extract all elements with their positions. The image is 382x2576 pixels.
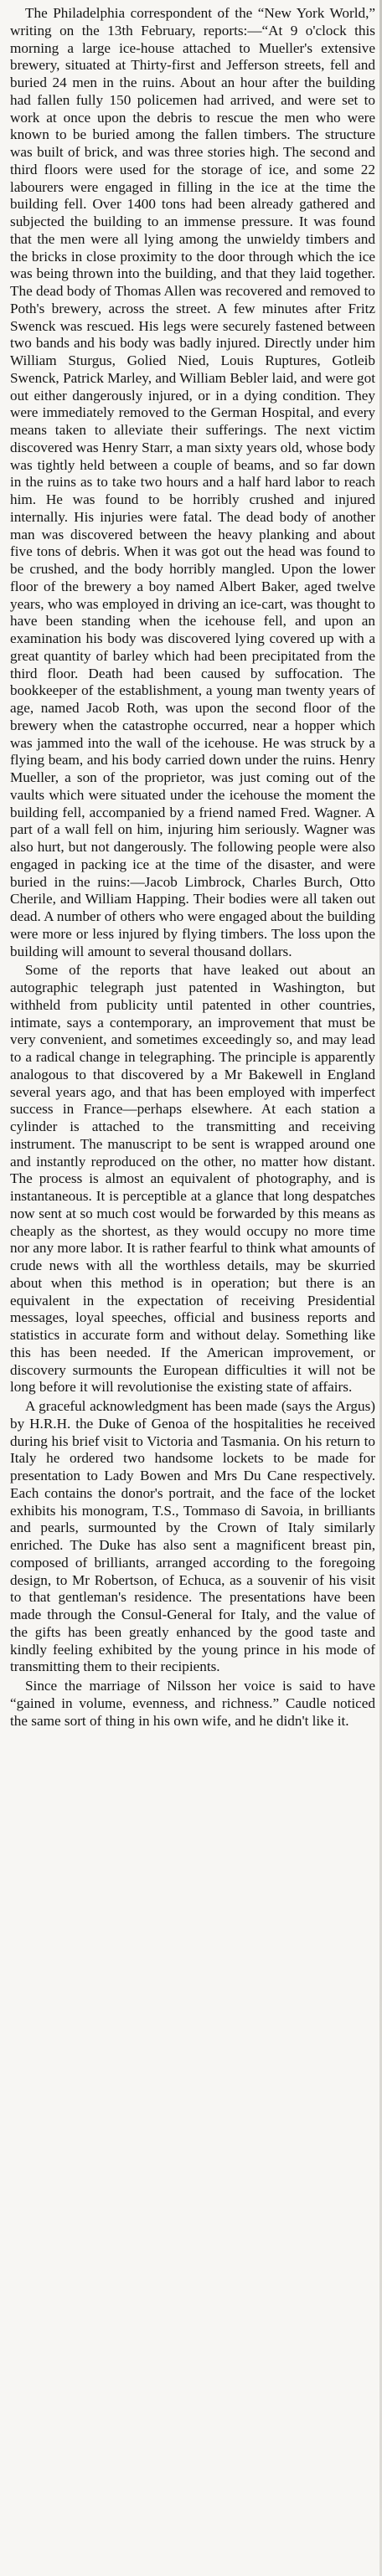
article-paragraph-nilsson: Since the marriage of Nilsson her voice is said to have “gained in volume, evenness, and richness.” Caudle noticed the same sort of thing in his own wife, and he didn't like it. xyxy=(10,1678,375,1729)
article-paragraph-duke-of-genoa: A graceful acknowledgment has been made (says the Argus) by H.R.H. the Duke of Genoa of the hospitalities he received during his brief visit to Victoria and Tasmania. On his return to Italy he ordered two handsome lockets to be made for presentation to Lady Bowen and Mrs Du Cane respectively. Each contains the donor's portrait, and the face of the locket exhibits his monogram, T.S., Tommaso di Savoia, in brilliants and pearls, surmounted by the Crown of Italy similarly enriched. The Duke has also sent a magnificent breast pin, composed of brilliants, arranged according to the foregoing design, to Mr Robertson, of Echuca, as a souvenir of his visit to that gentleman's residence. The presentations have been made through the Consul-General for Italy, and the value of the gifts has been greatly enhanced by the good taste and kindly feeling exhibited by the young prince in his mode of transmitting them to their recipients. xyxy=(10,1398,375,1675)
article-paragraph-brewery-collapse: The Philadelphia correspondent of the “New York World,” writing on the 13th February, reports:—“At 9 o'clock this morning a large ice-house attached to Mueller's extensive brewery, situated at Thirty-first and Jefferson streets, fell and buried 24 men in the ruins. About an hour after the building had fallen fully 150 policemen had arrived, and were set to work at once upon the debris to rescue the men who were known to be buried among the fallen timbers. The structure was built of brick, and was three stories high. The second and third floors were used for the storage of ice, and some 22 labourers were engaged in filling in the ice at the time the building fell. Over 1400 tons had been already gathered and subjected the building to an immense pressure. It was found that the men were all lying among the unwieldy timbers and the bricks in close proximity to the door through which the ice was being thrown into the building, and that they laid together. The dead body of Thomas Allen was recovered and removed to Poth's brewery, across the street. A few minutes after Fritz Swenck was rescued. His legs were securely fastened between two bands and his body was badly injured. Directly under him William Sturgus, Golied Nied, Louis Ruptures, Gotleib Swenck, Patrick Marley, and William Bebler laid, and were got out either dangerously injured, or in a dying condition. They were immediately removed to the German Hospital, and every means taken to alleviate their sufferings. The next victim discovered was Henry Starr, a man sixty years old, whose body was tightly held between a couple of beams, and so far down in the ruins as to take two hours and a half hard labor to reach him. He was found to be horribly crushed and injured internally. His injuries were fatal. The dead body of another man was discovered between the heavy planking and about five tons of debris. When it was got out the head was found to be crushed, and the body horribly mangled. Upon the lower floor of the brewery a boy named Albert Baker, aged twelve years, who was employed in driving an ice-cart, was thought to have been standing when the icehouse fell, and upon an examination his body was discovered lying covered up with a great quantity of barley which had been precipitated from the third floor. Death had been caused by suffocation. The bookkeeper of the establishment, a young man twenty years of age, named Jacob Roth, was upon the second floor of the brewery when the catastrophe occurred, near a hopper which was jammed into the wall of the icehouse. He was struck by a flying beam, and his body carried down under the ruins. Henry Mueller, a son of the proprietor, was just coming out of the vaults which were situated under the icehouse the moment the building fell, accompanied by a friend named Fred. Wagner. A part of a wall fell on him, injuring him seriously. Wagner was also hurt, but not dangerously. The following people were also engaged in packing ice at the time of the disaster, and were buried in the ruins:—Jacob Limbrock, Charles Burch, Otto Cherile, and William Happing. Their bodies were all taken out dead. A number of others who were engaged about the building were more or less injured by flying timbers. The loss upon the building will amount to several thousand dollars. xyxy=(10,5,375,959)
article-paragraph-autographic-telegraph: Some of the reports that have leaked out about an autographic telegraph just patented in Washington, but withheld from publicity until patented in other countries, intimate, says a contemporary, an improvement that must be very convenient, and sometimes exceedingly so, and may lead to a radical change in telegraphing. The principle is apparently analogous to that discovered by a Mr Bakewell in England several years ago, and that has been employed with imperfect success in France—perhaps elsewhere. At each station a cylinder is attached to the transmitting and receiving instrument. The manuscript to be sent is wrapped around one and instantly reproduced on the other, no matter how distant. The process is almost an equivalent of photography, and is instantaneous. It is perceptible at a glance that long despatches now sent at so much cost would be forwarded by this means as cheaply as the shortest, as they would occupy no more time nor any more labor. It is rather fearful to think what amounts of crude news with all the worthless details, may be skurried about when this method is in operation; but there is an equivalent in the expectation of receiving Presidential messages, loyal speeches, official and business reports and statistics in accurate form and without delay. Something like this has been needed. If the American improvement, or discovery surmounts the European difficulties it will not be long before it will revolutionise the existing state of affairs. xyxy=(10,962,375,1396)
